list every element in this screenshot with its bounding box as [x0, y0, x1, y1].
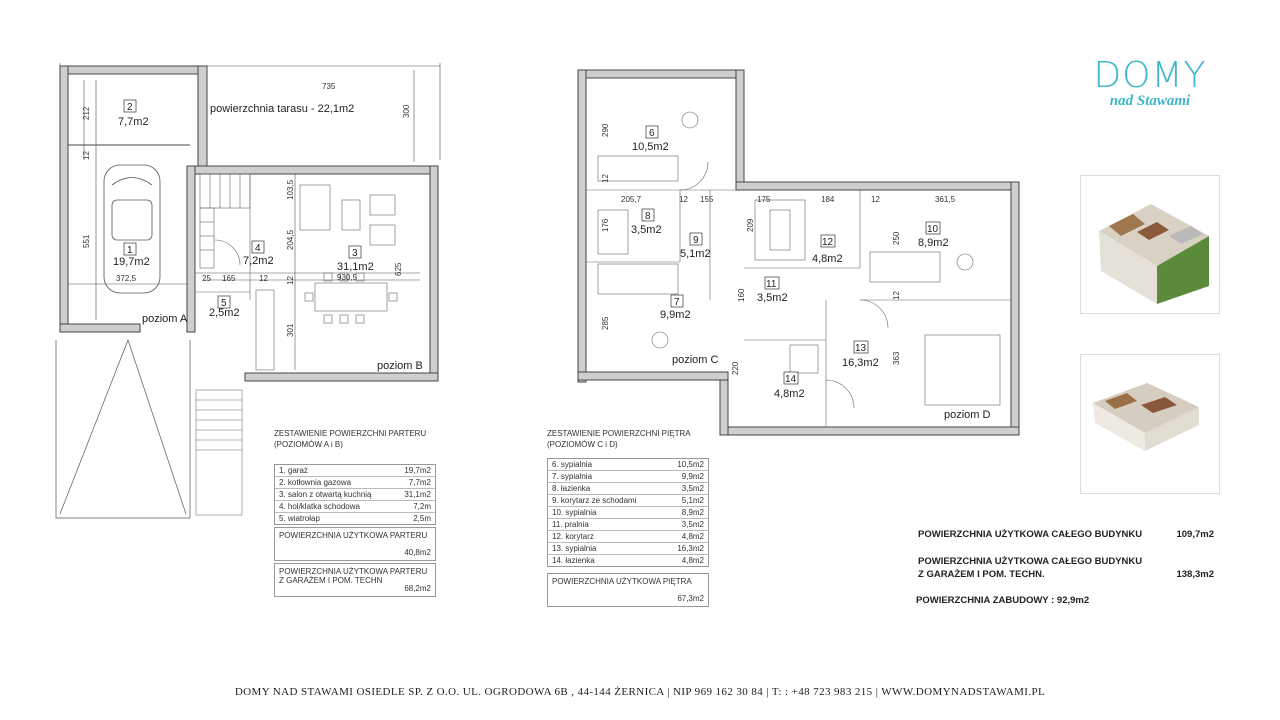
footer-contact: DOMY NAD STAWAMI OSIEDLE SP. Z O.O. UL. OGRODOWA 6B , 44-144 ŻERNICA | NIP 969 162 30 84 | T: : +48 723 983 215 | WWW.DOMYNADSTAWAMI.PL	[234, 686, 1046, 698]
upper-table-subtitle: (POZIOMÓW C i D)	[547, 440, 618, 449]
table-row: 5. wiatrołap 2,5m	[279, 514, 431, 523]
room-3-area: 31,1m2	[337, 261, 374, 273]
dim-25: 25	[202, 274, 211, 283]
dim-209: 209	[746, 218, 755, 232]
table-row: 12. korytarz 4,8m2	[548, 531, 708, 543]
room-12-area: 4,8m2	[812, 253, 843, 265]
upper-area-table	[547, 428, 709, 607]
table-row: 11. pralnia 3,5m2	[548, 519, 708, 531]
room-6-area: 10,5m2	[632, 141, 669, 153]
room-13-number: 13	[855, 343, 867, 354]
room-1-number: 1	[127, 245, 133, 256]
dim-212: 212	[82, 106, 91, 120]
room-6-number: 6	[649, 128, 655, 139]
dim-1035: 103,5	[286, 179, 295, 200]
table-row: 4. hol/klatka schodowa 7,2m	[275, 501, 435, 513]
table-row: 14. łazienka 4,8m2	[552, 556, 704, 565]
table-row: 2. kotłownia gazowa 7,7m2	[275, 477, 435, 489]
ground-table-subtitle: (POZIOMÓW A i B)	[274, 440, 343, 449]
dim-184: 184	[821, 195, 835, 204]
room-4-area: 7,2m2	[243, 255, 274, 267]
dim-625: 625	[394, 262, 403, 276]
room-5-area: 2,5m2	[209, 307, 240, 319]
level-d-label: poziom D	[944, 409, 991, 421]
room-12-number: 12	[822, 237, 834, 248]
upper-room-list	[547, 458, 709, 567]
room-5-number: 5	[221, 298, 227, 309]
dim-301: 301	[286, 323, 295, 337]
table-row: 3. salon z otwartą kuchnią 31,1m2	[275, 489, 435, 501]
level-a-label: poziom A	[142, 313, 188, 325]
dim-250: 250	[892, 231, 901, 245]
room-11-number: 11	[766, 279, 777, 290]
building-totals	[918, 529, 1214, 606]
table-row: 6. sypialnia 10,5m2	[548, 459, 708, 471]
dim-2045: 204,5	[286, 229, 295, 250]
total-built-area: POWIERZCHNIA ZABUDOWY : 92,9m2	[916, 595, 1090, 606]
dim-3615: 361,5	[935, 195, 956, 204]
dim-12a: 12	[82, 151, 91, 160]
room-9-area: 5,1m2	[680, 248, 711, 260]
ground-area-table	[274, 428, 436, 597]
table-row: 13. sypialnia 16,3m2	[548, 543, 708, 555]
room-2-area: 7,7m2	[118, 116, 149, 128]
room-14-area: 4,8m2	[774, 388, 805, 400]
room-9-number: 9	[693, 235, 699, 246]
room-7-area: 9,9m2	[660, 309, 691, 321]
room-4-number: 4	[255, 243, 261, 254]
dim-12b: 12	[259, 274, 268, 283]
room-14-number: 14	[785, 374, 797, 385]
ground-table-title: ZESTAWIENIE POWIERZCHNI PARTERU	[274, 429, 427, 438]
company-logo	[1088, 52, 1213, 114]
upper-usable-sum: POWIERZCHNIA UŻYTKOWA PIĘTRA 67,3m2	[547, 573, 709, 607]
logo-word: DOMY	[1093, 55, 1207, 96]
dim-3725: 372,5	[116, 274, 137, 283]
dim-9305: 930,5	[337, 273, 358, 282]
dim-220: 220	[731, 361, 740, 375]
dim-290: 290	[601, 123, 610, 137]
table-row: 9. korytarz ze schodami 5,1m2	[548, 495, 708, 507]
room-13-area: 16,3m2	[842, 357, 879, 369]
dim-285: 285	[601, 316, 610, 330]
room-10-area: 8,9m2	[918, 237, 949, 249]
total-usable-with-garage: POWIERZCHNIA UŻYTKOWA CAŁEGO BUDYNKU Z GARAŻEM I POM. TECHN. 138,3m2	[918, 556, 1214, 580]
ground-total-sum: POWIERZCHNIA UŻYTKOWA PARTERU Z GARAŻEM I POM. TECHN 68,2m2	[274, 563, 436, 597]
render-iso-view	[1080, 354, 1220, 494]
dim-12-upper-b: 12	[679, 195, 688, 204]
level-b-label: poziom B	[377, 360, 423, 372]
dim-165: 165	[222, 274, 236, 283]
room-8-number: 8	[645, 211, 651, 222]
dim-12-upper-c: 12	[871, 195, 880, 204]
dim-300: 300	[402, 104, 411, 118]
dim-12-upper-d: 12	[892, 291, 901, 300]
ground-usable-sum: POWIERZCHNIA UŻYTKOWA PARTERU 40,8m2	[274, 527, 436, 561]
table-row: 10. sypialnia 8,9m2	[548, 507, 708, 519]
room-8-area: 3,5m2	[631, 224, 662, 236]
ground-room-list	[274, 464, 436, 525]
room-3-number: 3	[352, 248, 358, 259]
dim-12c: 12	[286, 276, 295, 285]
dim-363: 363	[892, 351, 901, 365]
dim-551: 551	[82, 234, 91, 248]
dim-175: 175	[757, 195, 771, 204]
table-row: 1. garaż 19,7m2	[275, 465, 435, 477]
dim-2057: 205,7	[621, 195, 642, 204]
room-2-number: 2	[127, 102, 133, 113]
level-c-label: poziom C	[672, 354, 719, 366]
room-7-number: 7	[674, 297, 680, 308]
upper-floor-plan	[570, 60, 1030, 460]
upper-table-title: ZESTAWIENIE POWIERZCHNI PIĘTRA	[547, 429, 691, 438]
logo-subtitle: nad Stawami	[1109, 93, 1191, 109]
dim-735: 735	[322, 82, 336, 91]
table-row: 7. sypialnia 9,9m2	[548, 471, 708, 483]
render-top-view	[1080, 175, 1220, 314]
dim-176: 176	[601, 218, 610, 232]
total-usable-area: POWIERZCHNIA UŻYTKOWA CAŁEGO BUDYNKU 109,7m2	[918, 529, 1214, 540]
room-11-area: 3,5m2	[757, 292, 788, 304]
room-1-area: 19,7m2	[113, 256, 150, 268]
dim-155: 155	[700, 195, 714, 204]
dim-160: 160	[737, 288, 746, 302]
room-10-number: 10	[927, 224, 939, 235]
terrace-label: powierzchnia tarasu - 22,1m2	[210, 103, 355, 115]
dim-12-upper-a: 12	[601, 174, 610, 183]
table-row: 8. łazienka 3,5m2	[548, 483, 708, 495]
